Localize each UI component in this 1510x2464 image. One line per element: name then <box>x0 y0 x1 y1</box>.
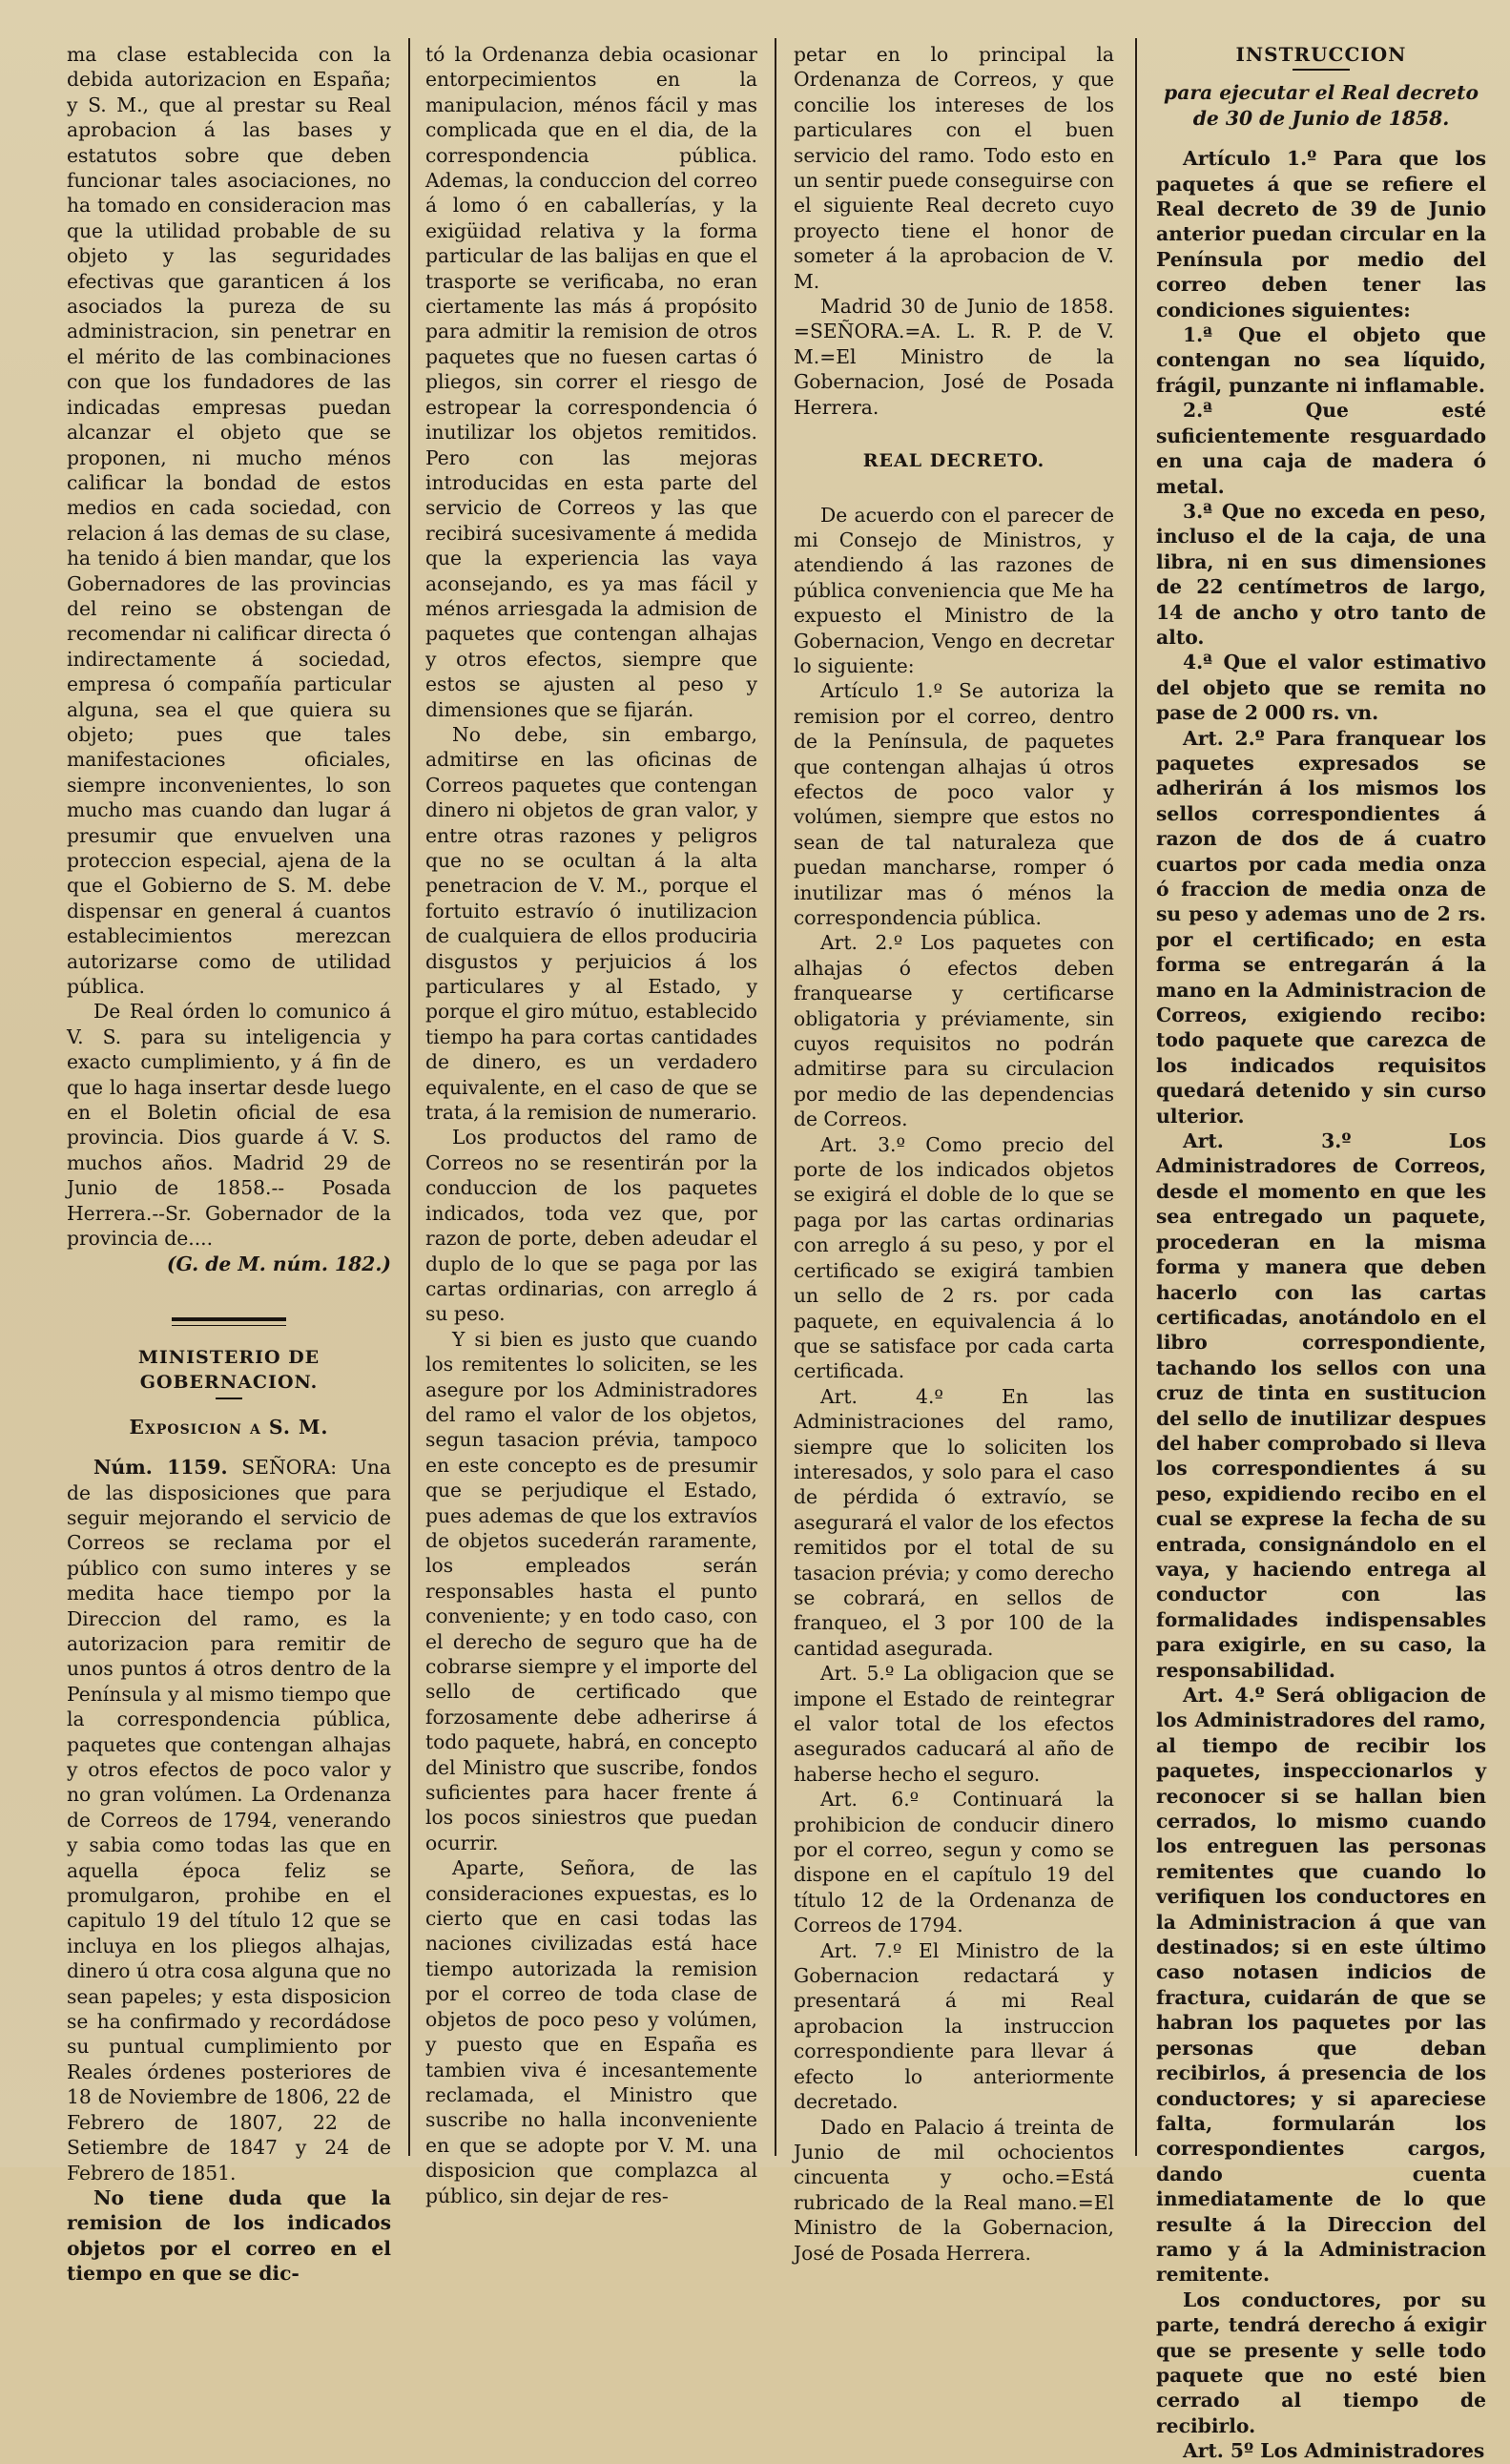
paragraph: Madrid 30 de Junio de 1858. =SEÑORA.=A. L. R. P. de V. M.=El Ministro de la Gobernacion, José de Posada Herrera. <box>794 295 1114 419</box>
article: Art. 3.º Como precio del porte de los indicados objetos se exigirá el doble de lo que se paga por las cartas ordinarias con arreglo á su peso, y por el certificado se exigirá tambien un sello de 2 rs. por cada paquete, en equivalencia á lo que se satisface por cada carta certificada. <box>794 1132 1114 1383</box>
paragraph: petar en lo principal la Ordenanza de Correos, y que concilie los intereses de los particulares con el buen servicio del ramo. Todo esto en un sentir puede conseguirse con el siguiente Real decreto cuyo proyecto tiene el honor de someter á la aprobacion de V. M. <box>794 43 1114 293</box>
article: Art. 3.º Los Administradores de Correos, desde el momento en que les sea entregado un paquete, procederan en la misma forma y manera que deben hacerlo con las cartas certificadas, anotándolo en el libro correspondiente, tachando los sellos con una cruz de tinta en sustitucion del sello de inutilizar despues del haber comprobado si lleva los correspondientes á su peso, expidiendo recibo en el cual se exprese la fecha de su entrada, consignándolo en el vaya, y haciendo entrega al conductor con las formalidades indispensables para exigirle, en su caso, la responsabilidad. <box>1156 1129 1486 1682</box>
heading-rule <box>1293 69 1350 71</box>
paragraph: Los productos del ramo de Correos no se resentirán por la conduccion de los paquetes indicados, toda vez que, por razon de porte, deben adeudar el duplo de lo que se paga por las cartas ordinarias, con arreglo á su peso. <box>425 1126 757 1326</box>
article: Artículo 1.º Para que los paquetes á que se refiere el Real decreto de 39 de Junio anterior puedan circular en la Península por medio del correo deben tener las condiciones siguientes: <box>1156 147 1486 321</box>
article: Art. 2.º Para franquear los paquetes expresados se adherirán á los mismos los sellos correspondientes á razon de dos de á cuatro cuartos por cada media onza ó fraccion de media onza de su peso y ademas uno de 2 rs. por el certificado; en esta forma se entregarán á la mano en la Administracion de Correos, exigiendo recibo: todo paquete que carezca de los indicados requisitos quedará detenido y sin curso ulterior. <box>1156 726 1486 1128</box>
section-heading: Exposicion a S. M. <box>129 1415 329 1439</box>
column-4 <box>1156 42 1486 2463</box>
column-1 <box>67 42 391 2286</box>
section-separator <box>67 1311 391 1326</box>
paragraph: tó la Ordenanza debia ocasionar entorpecimientos en la manipulacion, ménos fácil y mas complicada que en el dia, de la correspondencia pública. Ademas, la conduccion del correo á lomo ó en caballerías, y la exigüidad relativa y la forma particular de las balijas en que el trasporte se verificaba, no eran ciertamente las más á propósito para admitir la remision de otros paquetes que no fuesen cartas ó pliegos, sin correr el riesgo de estropear la correspondencia ó inutilizar los objetos remitidos. Pero con las mejoras introducidas en esta parte del servicio de Correos y las que recibirá sucesivamente á medida que la experiencia las vaya aconsejando, es ya mas fácil y ménos arriesgada la admision de paquetes que contengan alhajas y otros efectos, siempre que estos se ajusten al peso y dimensiones que se fijarán. <box>425 43 757 721</box>
article: Art. 5º Los Administradores <box>1183 2439 1485 2463</box>
paragraph: De Real órden lo comunico á V. S. para su inteligencia y exacto cumplimiento, y á fin de que lo haga insertar desde luego en el Boletin oficial de esa provincia. Dios guarde á V. S. muchos años. Madrid 29 de Junio de 1858.-- Posada Herrera.--Sr. Gobernador de la provincia de.... <box>67 1000 391 1251</box>
column-rule <box>408 38 410 2156</box>
heading-rule <box>216 1398 242 1399</box>
paragraph: Aparte, Señora, de las consideraciones expuestas, es lo cierto que en casi todas las naciones civilizadas está hace tiempo autorizada la remision por el correo de toda clase de objetos de poco peso y volúmen, y puesto que en España es tambien viva é incesantemente reclamada, el Ministro que suscribe no halla inconveniente en que se adopte por V. M. una disposicion que complazca al público, sin dejar de res- <box>425 1856 757 2207</box>
condition: 2.ª Que esté suficientemente resguardado en una caja de madera ó metal. <box>1156 399 1486 498</box>
paragraph: Dado en Palacio á treinta de Junio de mil ochocientos cincuenta y ocho.=Está rubricado de la Real mano.=El Ministro de la Gobernacion, José de Posada Herrera. <box>794 2115 1114 2265</box>
article: Art. 2.º Los paquetes con alhajas ó efectos deben franquearse y certificarse obligatoria y préviamente, sin cuyos requisitos no podrán admitirse para su circulacion por medio de las dependencias de Correos. <box>794 931 1114 1131</box>
decree-heading: REAL DECRETO. <box>862 450 1045 472</box>
source-citation: (G. de M. núm. 182.) <box>166 1252 391 1275</box>
paragraph <box>67 1455 391 2185</box>
article: Art. 4.º En las Administraciones del ramo, siempre que lo soliciten los interesados, y solo para el caso de pérdida ó extravío, se asegurará el valor de los efectos remitidos por el total de su tasacion prévia; y como derecho se cobrará, en sellos de franqueo, el 3 por 100 de la cantidad asegurada. <box>794 1384 1114 1660</box>
paragraph-text: SEÑORA: Una de las disposiciones que para seguir mejorando el servicio de Correos se reclama por el público con sumo interes y se medita hace tiempo por la Direccion del ramo, es la autorizacion para remitir de unos puntos á otros dentro de la Península y al mismo tiempo que la correspondencia pública, paquetes que contengan alhajas y otros efectos de poco valor y no gran volúmen. La Ordenanza de Correos de 1794, venerando y sabia como todas las que en aquella época feliz se promulgaron, prohibe en el capitulo 19 del título 12 que se incluya en los pliegos alhajas, dinero ú otra cosa alguna que no sean papeles; y esta disposicion se ha confirmado y recordádose su puntual cumplimiento por Reales órdenes posteriores de 18 de Noviembre de 1806, 22 de Febrero de 1807, 22 de Setiembre de 1847 y 24 de Febrero de 1851. <box>67 1456 391 2184</box>
article: Art. 6.º Continuará la prohibicion de conducir dinero por el correo, segun y como se dispone en el capítulo 19 del título 12 de la Ordenanza de Correos de 1794. <box>794 1788 1114 1937</box>
instruction-subtitle: para ejecutar el Real decreto de 30 de Junio de 1858. <box>1164 81 1479 130</box>
article: Art. 4.º Será obligacion de los Administradores del ramo, al tiempo de recibir los paquetes, inspeccionarlos y reconocer si se hallan bien cerrados, lo mismo cuando los entreguen las personas remitentes que cuando lo verifiquen los conductores en la Administracion á que van destinados; si en este último caso notasen indicios de fractura, cuidarán de que se habran los paquetes por las personas que deban recibirlos, á presencia de los conductores; y si apareciese falta, formularán los correspondientes cargos, dando cuenta inmediatamente de lo que resulte á la Direccion del ramo y á la Administracion remitente. <box>1156 1684 1486 2287</box>
condition: 3.ª Que no exceda en peso, incluso el de la caja, de una libra, ni en sus dimensiones de 22 centímetros de largo, 14 de ancho y otro tanto de alto. <box>1156 499 1486 649</box>
instruction-heading: INSTRUCCION <box>1235 43 1407 66</box>
paragraph: De acuerdo con el parecer de mi Consejo de Ministros, y atendiendo á las razones de pública conveniencia que Me ha expuesto el Ministro de la Gobernacion, Vengo en decretar lo siguiente: <box>794 503 1114 677</box>
paragraph: No debe, sin embargo, admitirse en las oficinas de Correos paquetes que contengan dinero ni objetos de gran valor, y entre otras razones y peligros que no se ocultan á la alta penetracion de V. M., porque el fortuito estravío ó inutilizacion de cualquiera de ellos produciria disgustos y perjuicios á los particulares y al Estado, y porque el giro mútuo, establecido tiempo ha para cortas cantidades de dinero, es un verdadero equivalente, en el caso de que se trata, á la remision de numerario. <box>425 722 757 1125</box>
column-2 <box>425 42 757 2207</box>
column-rule <box>1135 38 1137 2156</box>
paragraph: No tiene duda que la remision de los indicados objetos por el correo en el tiempo en que se dic- <box>67 2185 391 2286</box>
column-3 <box>794 42 1114 2265</box>
article: Art. 7.º El Ministro de la Gobernacion redactará y presentará á mi Real aprobacion la instruccion correspondiente para llevar á efecto lo anteriormente decretado. <box>794 1938 1114 2114</box>
paragraph: ma clase establecida con la debida autorizacion en España; y S. M., que al prestar su Real aprobacion á las bases y estatutos sobre que deben funcionar tales asociaciones, no ha tomado en consideracion mas que la utilidad probable de su objeto y las seguridades efectivas que garanticen á los asociados la pureza de su administracion, sin penetrar en el mérito de las combinaciones con que los fundadores de las indicadas empresas puedan alcanzar el objeto que se proponen, ni mucho ménos calificar la bondad de estos medios en cada sociedad, con relacion á las demas de su clase, ha tenido á bien mandar, que los Gobernadores de las provincias del reino se obstengan de recomendar ni calificar directa ó indirectamente á sociedad, empresa ó compañía particular alguna, sea el que quiera su objeto; pues que tales manifestaciones oficiales, siempre inconvenientes, lo son mucho mas cuando dan lugar á presumir que envuelven una proteccion especial, ajena de la que el Gobierno de S. M. debe dispensar en general á cuantos establecimientos merezcan autorizarse como de utilidad pública. <box>67 43 391 999</box>
paragraph: Y si bien es justo que cuando los remitentes lo soliciten, se les asegure por los Administradores del ramo el valor de los objetos, segun tasacion prévia, tampoco en este concepto es de presumir que se perjudique el Estado, pues ademas de que los extravíos de objetos sucederán raramente, los empleados serán responsables hasta el punto conveniente; y en todo caso, con el derecho de seguro que ha de cobrarse siempre y el importe del sello de certificado que forzosamente debe adherirse á todo paquete, habrá, en concepto del Ministro que suscribe, fondos suficientes para hacer frente á los pocos siniestros que puedan ocurrir. <box>425 1327 757 1854</box>
article: Art. 5.º La obligacion que se impone el Estado de reintegrar el valor total de los efectos asegurados caducará al año de haberse hecho el seguro. <box>794 1662 1114 1786</box>
ministry-heading: MINISTERIO DE GOBERNACION. <box>137 1346 321 1394</box>
document-number: Núm. 1159. <box>93 1456 228 1480</box>
condition: 4.ª Que el valor estimativo del objeto que se remita no pase de 2 000 rs. vn. <box>1156 651 1486 725</box>
column-rule <box>775 38 776 2156</box>
paragraph: Los conductores, por su parte, tendrá derecho á exigir que se presente y selle todo paquete que no esté bien cerrado al tiempo de recibirlo. <box>1156 2288 1486 2437</box>
condition: 1.ª Que el objeto que contengan no sea líquido, frágil, punzante ni inflamable. <box>1156 323 1486 397</box>
article: Artículo 1.º Se autoriza la remision por el correo, dentro de la Península, de paquetes que contengan alhajas ú otros efectos de poco valor y volúmen, siempre que estos no sean de tal naturaleza que puedan mancharse, romper ó inutilizar mas ó ménos la correspondencia pública. <box>794 679 1114 929</box>
